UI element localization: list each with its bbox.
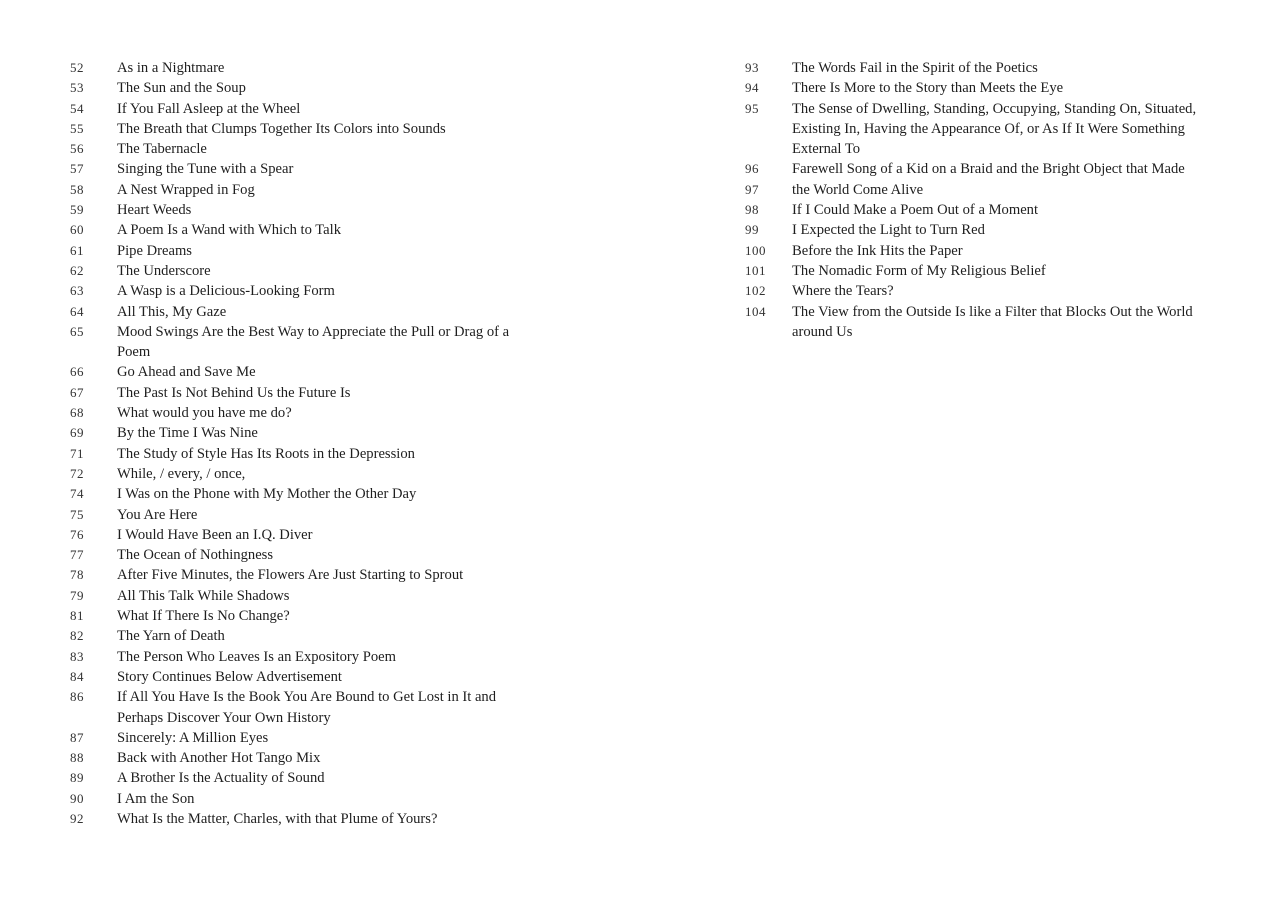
toc-entry[interactable] [70, 545, 530, 565]
entry-title: A Poem Is a Wand with Which to Talk [117, 222, 341, 239]
entry-title: Heart Weeds [117, 202, 192, 219]
page-number: 93 [745, 60, 759, 75]
page-number: 100 [745, 242, 766, 258]
entry-title: The Yarn of Death [117, 628, 225, 645]
page-number: 71 [70, 445, 84, 461]
toc-entry[interactable] [70, 444, 530, 464]
toc-entry[interactable] [70, 241, 530, 261]
entry-title: A Brother Is the Actuality of Sound [117, 770, 325, 787]
entry-title: Where the Tears? [792, 283, 894, 300]
toc-entry[interactable] [745, 261, 1230, 281]
toc-right-column [745, 58, 1230, 342]
page-number: 52 [70, 60, 84, 75]
page-number: 65 [70, 323, 84, 339]
toc-entry[interactable] [70, 606, 530, 626]
page-number: 79 [70, 587, 84, 603]
toc-entry[interactable] [70, 525, 530, 545]
toc-entry[interactable] [70, 586, 530, 606]
page-number: 94 [745, 80, 759, 96]
page-number: 99 [745, 222, 759, 238]
page-number: 87 [70, 729, 84, 745]
entry-title: Mood Swings Are the Best Way to Appreciate the Pull or Drag of a Poem [117, 323, 510, 361]
entry-title: The Sense of Dwelling, Standing, Occupying, Standing On, Situated, Existing In, Having the Appearance Of, or As If It Were Something External To [792, 100, 1197, 158]
entry-title: If You Fall Asleep at the Wheel [117, 100, 301, 117]
toc-entry[interactable] [70, 159, 530, 179]
toc-entry[interactable] [70, 565, 530, 585]
toc-entry[interactable] [70, 322, 530, 363]
entry-title: A Wasp is a Delicious-Looking Form [117, 283, 335, 300]
page-number: 77 [70, 547, 84, 563]
toc-entry[interactable] [70, 139, 530, 159]
toc-entry[interactable] [745, 58, 1230, 78]
page-number: 81 [70, 608, 84, 624]
entry-title: The Past Is Not Behind Us the Future Is [117, 384, 351, 401]
page-number: 62 [70, 262, 84, 278]
toc-entry[interactable] [745, 180, 1230, 200]
page-number: 83 [70, 648, 84, 664]
page-number: 101 [745, 262, 766, 278]
page-number: 57 [70, 161, 84, 177]
toc-entry[interactable] [745, 200, 1230, 220]
toc-entry[interactable] [745, 241, 1230, 261]
page-number: 84 [70, 668, 84, 684]
entry-title: All This, My Gaze [117, 303, 227, 320]
toc-entry[interactable] [70, 423, 530, 443]
toc-entry[interactable] [70, 484, 530, 504]
entry-title: The Breath that Clumps Together Its Colors into Sounds [117, 120, 446, 137]
entry-title: While, / every, / once, [117, 465, 246, 482]
page-number: 59 [70, 202, 84, 218]
page-number: 104 [745, 303, 766, 319]
toc-entry[interactable] [745, 99, 1230, 160]
page-number: 67 [70, 384, 84, 400]
toc-entry[interactable] [70, 119, 530, 139]
entry-title: What If There Is No Change? [117, 608, 290, 625]
toc-entry[interactable] [70, 180, 530, 200]
page-number: 74 [70, 486, 84, 502]
page-number: 60 [70, 222, 84, 238]
entry-title: The Study of Style Has Its Roots in the Depression [117, 445, 415, 462]
toc-entry[interactable] [70, 220, 530, 240]
entry-title: Go Ahead and Save Me [117, 364, 256, 381]
page-number: 56 [70, 141, 84, 157]
toc-entry[interactable] [745, 302, 1230, 343]
entry-title: The Nomadic Form of My Religious Belief [792, 262, 1046, 279]
page-number: 75 [70, 506, 84, 522]
page-number: 78 [70, 567, 84, 583]
page-number: 54 [70, 100, 84, 116]
toc-entry[interactable] [70, 626, 530, 646]
toc-entry[interactable] [70, 200, 530, 220]
page-number: 58 [70, 181, 84, 197]
entry-title: The Words Fail in the Spirit of the Poetics [792, 60, 1038, 76]
entry-title: Sincerely: A Million Eyes [117, 729, 269, 746]
toc-entry[interactable] [70, 768, 530, 788]
page-number: 64 [70, 303, 84, 319]
page-number: 68 [70, 405, 84, 421]
entry-title: What Is the Matter, Charles, with that Plume of Yours? [117, 810, 438, 827]
entry-title: Back with Another Hot Tango Mix [117, 750, 321, 767]
entry-title: The Underscore [117, 262, 211, 279]
page-number: 90 [70, 790, 84, 806]
entry-title: If I Could Make a Poem Out of a Moment [792, 202, 1039, 219]
page-number: 63 [70, 283, 84, 299]
entry-title: All This Talk While Shadows [117, 587, 290, 604]
toc-entry[interactable] [70, 78, 530, 98]
page-number: 86 [70, 689, 84, 705]
toc-entry[interactable] [70, 809, 530, 829]
toc-entry[interactable] [70, 728, 530, 748]
toc-entry[interactable] [70, 647, 530, 667]
toc-entry[interactable] [70, 789, 530, 809]
toc-entry[interactable] [70, 362, 530, 382]
entry-title: There Is More to the Story than Meets the Eye [792, 80, 1064, 97]
page-number: 96 [745, 161, 759, 177]
entry-title: After Five Minutes, the Flowers Are Just Starting to Sprout [117, 567, 464, 584]
toc-entry[interactable] [70, 687, 530, 728]
toc-entry[interactable] [70, 403, 530, 423]
toc-entry[interactable] [745, 220, 1230, 240]
entry-title: Singing the Tune with a Spear [117, 161, 294, 178]
page-number: 98 [745, 202, 759, 218]
page-number: 72 [70, 465, 84, 481]
entry-title: The Person Who Leaves Is an Expository Poem [117, 648, 396, 665]
page-number: 66 [70, 364, 84, 380]
page-number: 61 [70, 242, 84, 258]
toc-entry[interactable] [70, 748, 530, 768]
entry-title: I Expected the Light to Turn Red [792, 222, 985, 239]
toc-entry[interactable] [745, 159, 1230, 179]
entry-title: Before the Ink Hits the Paper [792, 242, 963, 259]
entry-title: Pipe Dreams [117, 242, 192, 259]
entry-title: Farewell Song of a Kid on a Braid and the Bright Object that Made [792, 161, 1185, 178]
page-number: 69 [70, 425, 84, 441]
entry-title: By the Time I Was Nine [117, 425, 258, 442]
entry-title: I Was on the Phone with My Mother the Other Day [117, 486, 417, 503]
page-number: 92 [70, 810, 84, 826]
page-number: 102 [745, 283, 766, 299]
entry-title: What would you have me do? [117, 405, 292, 422]
toc-entry[interactable] [70, 302, 530, 322]
toc-entry[interactable] [745, 78, 1230, 98]
page-number: 55 [70, 120, 84, 136]
toc-entry[interactable] [70, 505, 530, 525]
toc-entry[interactable] [70, 281, 530, 301]
page-number: 89 [70, 770, 84, 786]
toc-entry[interactable] [745, 281, 1230, 301]
entry-title: The Ocean of Nothingness [117, 547, 274, 564]
entry-title: As in a Nightmare [117, 60, 225, 76]
toc-entry[interactable] [70, 383, 530, 403]
entry-title: I Would Have Been an I.Q. Diver [117, 526, 313, 543]
entry-title: You Are Here [117, 506, 198, 523]
toc-left-column [70, 58, 530, 829]
page-number: 95 [745, 100, 759, 116]
toc-entry[interactable] [70, 261, 530, 281]
page-number: 82 [70, 628, 84, 644]
entry-title: Story Continues Below Advertisement [117, 668, 342, 685]
entry-title: the World Come Alive [792, 181, 924, 198]
toc-entry[interactable] [70, 667, 530, 687]
entry-title: The Sun and the Soup [117, 80, 246, 97]
page-number: 53 [70, 80, 84, 96]
entry-title: The Tabernacle [117, 141, 207, 158]
entry-title: The View from the Outside Is like a Filter that Blocks Out the World around Us [792, 303, 1193, 340]
entry-title: I Am the Son [117, 790, 195, 807]
entry-title: A Nest Wrapped in Fog [117, 181, 255, 198]
toc-entry[interactable] [70, 99, 530, 119]
page-number: 88 [70, 750, 84, 766]
entry-title: If All You Have Is the Book You Are Bound to Get Lost in It and Perhaps Discover Your Own History [117, 689, 497, 726]
toc-entry[interactable] [70, 464, 530, 484]
toc-entry[interactable] [70, 58, 530, 78]
page-number: 76 [70, 526, 84, 542]
page-number: 97 [745, 181, 759, 197]
